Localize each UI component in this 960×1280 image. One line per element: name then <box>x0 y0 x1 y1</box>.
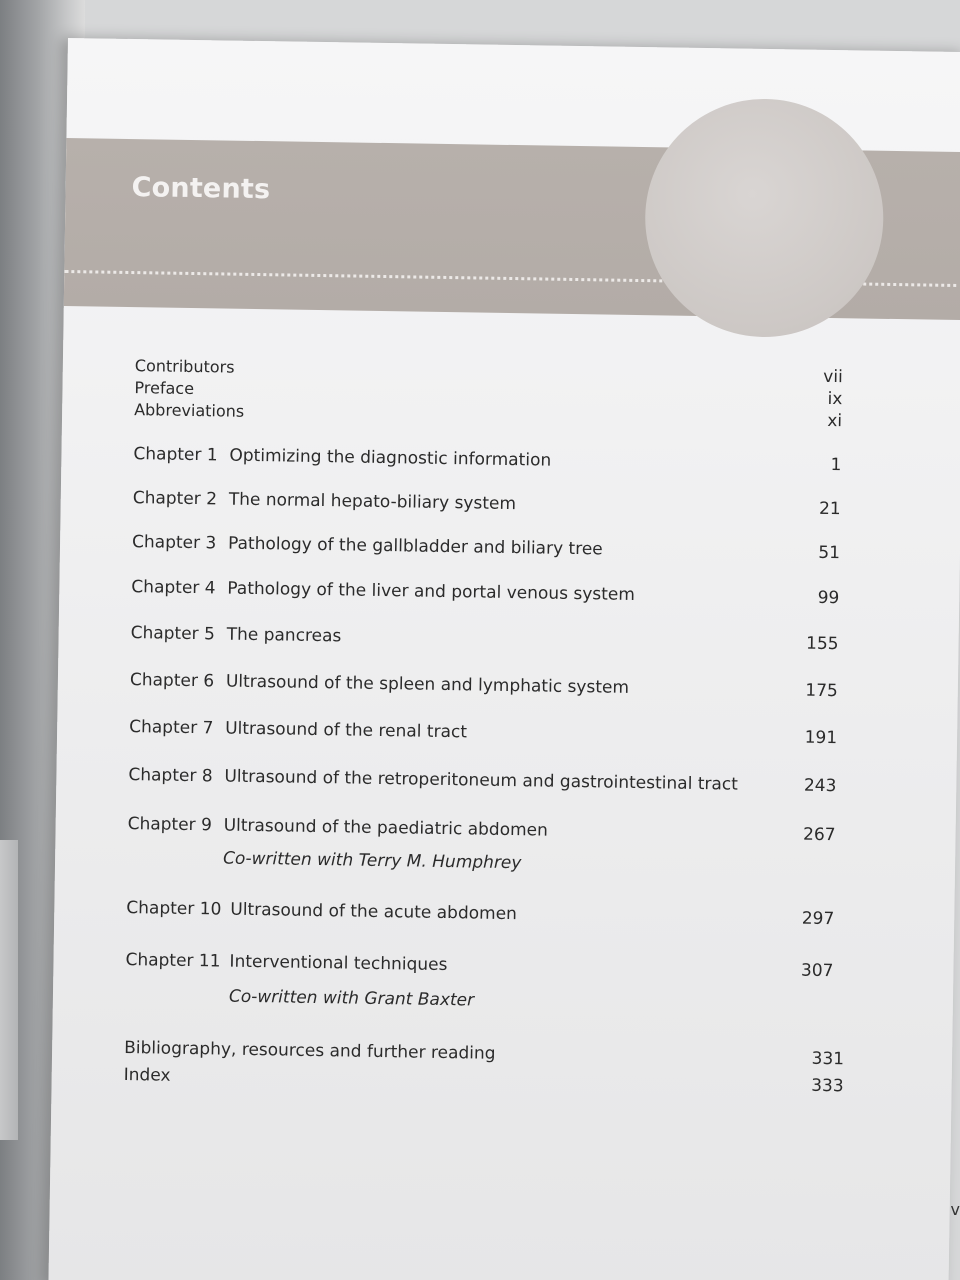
toc-chapter-note: Co-written with Terry M. Humphrey <box>222 848 522 874</box>
toc-chapter-2 <box>132 487 841 520</box>
toc-chapter-number: Chapter 10 <box>126 898 222 920</box>
toc-entry-page: vii <box>823 366 843 388</box>
toc-entry-label: Preface <box>134 378 195 399</box>
toc-chapter-number: Chapter 3 <box>131 532 217 554</box>
toc-chapter-number: Chapter 2 <box>132 488 218 510</box>
page-edge-letter: v <box>950 1200 960 1219</box>
toc-chapter-5 <box>130 622 839 655</box>
toc-entry-page: 155 <box>805 633 839 655</box>
toc-entry-page: 331 <box>811 1048 845 1070</box>
toc-chapter-note: Co-written with Grant Baxter <box>228 986 475 1011</box>
toc-chapter-title: The pancreas <box>226 624 342 647</box>
toc-entry-page: 51 <box>818 542 841 564</box>
toc-front-contributors <box>134 355 843 388</box>
toc-chapter-title: Ultrasound of the spleen and lymphatic system <box>225 671 630 698</box>
toc-chapter-9 <box>127 813 836 846</box>
toc-chapter-9-coauthor <box>127 846 835 874</box>
toc-chapter-number: Chapter 11 <box>125 950 221 972</box>
toc-chapter-number: Chapter 6 <box>129 670 215 692</box>
toc-chapter-number: Chapter 5 <box>130 623 215 645</box>
toc-chapter-title: Ultrasound of the paediatric abdomen <box>223 815 549 841</box>
toc-chapter-4 <box>131 576 840 609</box>
toc-chapter-3 <box>131 531 841 564</box>
toc-entry-page: 297 <box>801 908 835 930</box>
toc-entry-label: Contributors <box>134 356 235 377</box>
toc-entry-page: 267 <box>802 824 836 846</box>
toc-chapter-title: Ultrasound of the renal tract <box>225 718 468 743</box>
toc-chapter-title: Interventional techniques <box>229 951 448 976</box>
toc-chapter-number: Chapter 4 <box>131 577 216 599</box>
toc-entry-label: Index <box>123 1065 171 1086</box>
toc-chapter-number: Chapter 7 <box>129 717 214 739</box>
toc-entry-page: 99 <box>817 587 840 609</box>
toc-chapter-title: Pathology of the gallbladder and biliary tree <box>227 533 603 560</box>
toc-entry-page: 21 <box>818 498 841 520</box>
toc-chapter-8 <box>128 764 837 797</box>
toc-entry-label: Bibliography, resources and further reading <box>123 1038 496 1064</box>
toc-chapter-11 <box>125 949 834 982</box>
toc-entry-page: 333 <box>811 1075 844 1097</box>
toc-entry-page: ix <box>827 388 843 410</box>
toc-chapter-1 <box>133 443 842 476</box>
toc-back-index <box>123 1064 844 1097</box>
toc-back-bibliography <box>123 1037 845 1070</box>
contents-page <box>48 38 960 1280</box>
toc-chapter-title: Ultrasound of the acute abdomen <box>230 899 518 925</box>
toc-chapter-number: Chapter 1 <box>133 444 218 466</box>
toc-chapter-title: Ultrasound of the retroperitoneum and gastrointestinal tract <box>224 766 739 795</box>
book-spine-band <box>0 840 18 1140</box>
toc-entry-page: 175 <box>805 680 838 702</box>
toc-entry-page: 191 <box>804 727 838 749</box>
toc-chapter-number: Chapter 8 <box>128 765 213 787</box>
toc-chapter-7 <box>129 716 838 749</box>
toc-chapter-number: Chapter 9 <box>127 814 212 836</box>
toc-entry-page: 307 <box>800 960 834 982</box>
toc-chapter-6 <box>129 669 838 702</box>
toc-entry-label: Abbreviations <box>134 400 245 421</box>
toc-chapter-title: Pathology of the liver and portal venous system <box>227 578 636 605</box>
toc-entry-page: 1 <box>830 455 842 476</box>
toc-chapter-11-coauthor <box>125 984 833 1011</box>
toc-entry-page: 243 <box>803 775 837 797</box>
toc-chapter-title: The normal hepato-biliary system <box>228 489 517 515</box>
toc-entry-page: xi <box>827 410 843 432</box>
toc-chapter-title: Optimizing the diagnostic information <box>229 445 552 471</box>
page-title: Contents <box>131 172 271 206</box>
toc-front-preface <box>134 377 843 410</box>
toc-chapter-10 <box>126 897 835 930</box>
